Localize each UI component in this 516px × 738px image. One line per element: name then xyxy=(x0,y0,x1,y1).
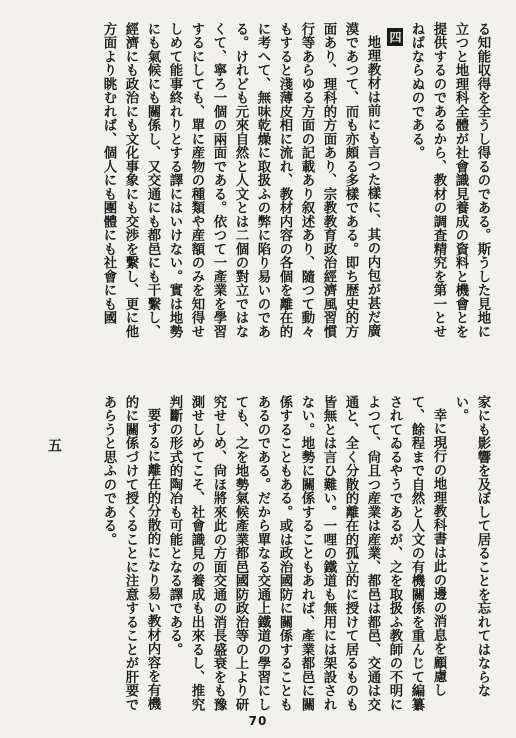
page-number: 70 xyxy=(248,714,268,728)
paragraph-lower-2: 幸に現行の地理教科書は此の邊の消息を顧慮して、餘程まで自然と人文の有機關係を重んじて編纂されてゐるやうであるが、之を取扱ふ教師の不明によつて、尙且つ産業は産業、都邑は都邑、交通は交通と、全く分散的離在的孤立的に授けて居るものも皆無とは言ひ難い。一哩の鐵道も無用には架設されない。地勢に關係することもあれば、產業都邑に關係することもある。或は政治國防に關係することもあるのである。だから單なる交通上鐵道の學習にしても、之を地勢氣候產業都邑國防政治等の上より研究せしめ、尙ほ將來此の方面交通の消長盛衰をも豫測せしめてこそ、社會識見の養成も出來るし、推究判斷の形式的陶冶も可能となる譯である。 xyxy=(167,395,447,712)
paragraph-lower-3: 要するに離在的分散的になり易い教材内容を有機的に關係づけて授くることに注意することが肝要であらうと思ふのである。 xyxy=(101,395,161,712)
section-four-heading xyxy=(384,22,406,350)
section-four-label: 四 xyxy=(387,28,403,46)
paragraph-lower-1: 家にも影響を及ぼして居ることを忘れてはならない。 xyxy=(453,395,491,698)
paragraph-continuation: る知能収得を全うし得るのである。斯うした見地に立つと地理科全體が社會識見養成の資料と機會とを提供するのであるから、教材の調査精究を第一とせねばならぬのである。 xyxy=(409,22,491,339)
lower-text-block xyxy=(98,395,494,723)
upper-text-block xyxy=(98,22,494,350)
section-five-heading: 五 xyxy=(46,438,62,452)
paragraph-four-body: 地理教材は前にも言つた樣に、其の内包が甚だ廣漠であつて、而も亦頗る多樣である。即ち歴史的方面あり、理科的方面あり、宗教教育政治經濟風習慣行等あらゆる方面の記載あり叙述あり、隨つて動々もすると淺薄皮相に流れ、教材内容の各個を離在的に考へて、無味乾燥に取扱ふの弊に陷り易いのである。けれども元來自然と人文とは二個の對立ではなくて、寧ろ一個の兩面である。依つて一產業を學習するにしても、單に産物の種類や産額のみを知得せしめて能事終れりとする譯にはいけない。實は地勢にも氣候にも關係し、又交通にも都邑にも干繫し、經濟にも政治にも文化事象にも交渉を繫し、更に他方面より眺むれば、個人にも團體にも社會にも國 xyxy=(101,22,381,339)
